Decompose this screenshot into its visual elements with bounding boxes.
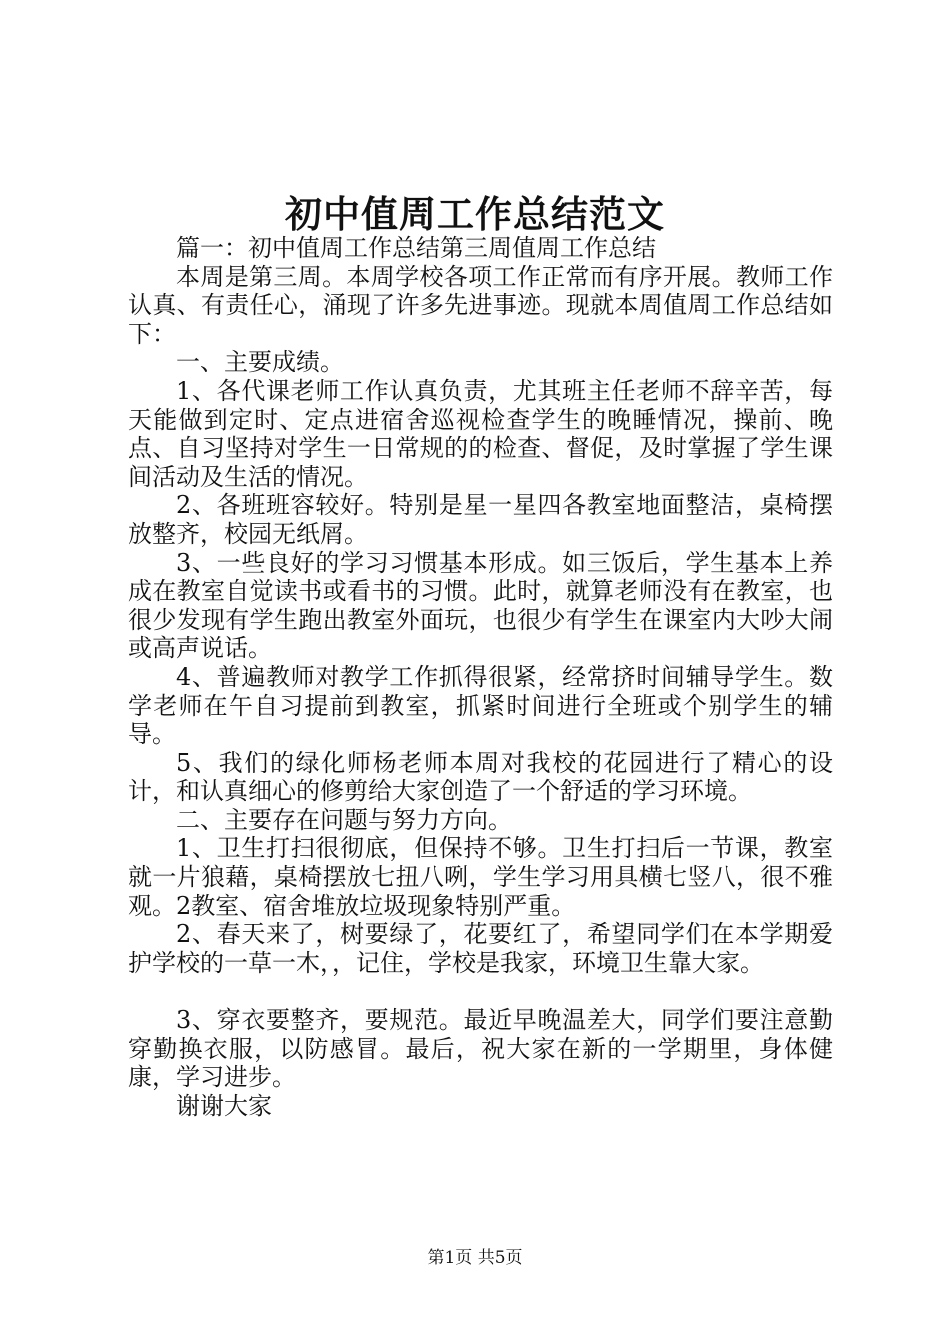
- paragraph: 3、穿衣要整齐，要规范。最近早晚温差大，同学们要注意勤穿勤换衣服，以防感冒。最后，祝大家在新的一学期里，身体健康，学习进步。: [128, 1006, 833, 1092]
- paragraph: 5、我们的绿化师杨老师本周对我校的花园进行了精心的设计，和认真细心的修剪给大家创造了一个舒适的学习环境。: [128, 748, 833, 806]
- paragraph: 4、普遍教师对教学工作抓得很紧，经常挤时间辅导学生。数学老师在午自习提前到教室，抓紧时间进行全班或个别学生的辅导。: [128, 662, 833, 749]
- page-title: 初中值周工作总结范文: [285, 192, 665, 236]
- closing-line: 谢谢大家: [176, 1091, 272, 1120]
- paragraph: 2、春天来了，树要绿了，花要红了，希望同学们在本学期爱护学校的一草一木，，记住，学校是我家，环境卫生靠大家。: [128, 920, 833, 977]
- paragraph: 本周是第三周。本周学校各项工作正常而有序开展。教师工作认真、有责任心，涌现了许多先进事迹。现就本周值周工作总结如下：: [128, 262, 833, 348]
- section-heading: 二、主要存在问题与努力方向。: [176, 805, 512, 834]
- section-heading: 篇一：初中值周工作总结第三周值周工作总结: [176, 234, 656, 262]
- paragraph: 1、卫生打扫很彻底，但保持不够。卫生打扫后一节课，教室就一片狼藉，桌椅摆放七扭八咧，学生学习用具横七竖八，很不雅观。2教室、宿舍堆放垃圾现象特别严重。: [128, 834, 833, 920]
- paragraph: 1、各代课老师工作认真负责，尤其班主任老师不辞辛苦，每天能做到定时、定点进宿舍巡视检查学生的晚睡情况，操前、晚点、自习坚持对学生一日常规的的检查、督促，及时掌握了学生课间活动及生活的情况。: [128, 376, 833, 491]
- blank-line: [128, 977, 833, 1006]
- paragraph: 3、一些良好的学习习惯基本形成。如三饭后，学生基本上养成在教室自觉读书或看书的习惯。此时，就算老师没有在教室，也很少发现有学生跑出教室外面玩，也很少有学生在课室内大吵大闹或高声说话。: [128, 548, 833, 663]
- section-heading: 一、主要成绩。: [176, 348, 344, 377]
- paragraph: 2、各班班容较好。特别是星一星四各教室地面整洁，桌椅摆放整齐，校园无纸屑。: [128, 491, 833, 548]
- document-body: [128, 234, 833, 1120]
- page-number: 第1页 共5页: [427, 1248, 523, 1268]
